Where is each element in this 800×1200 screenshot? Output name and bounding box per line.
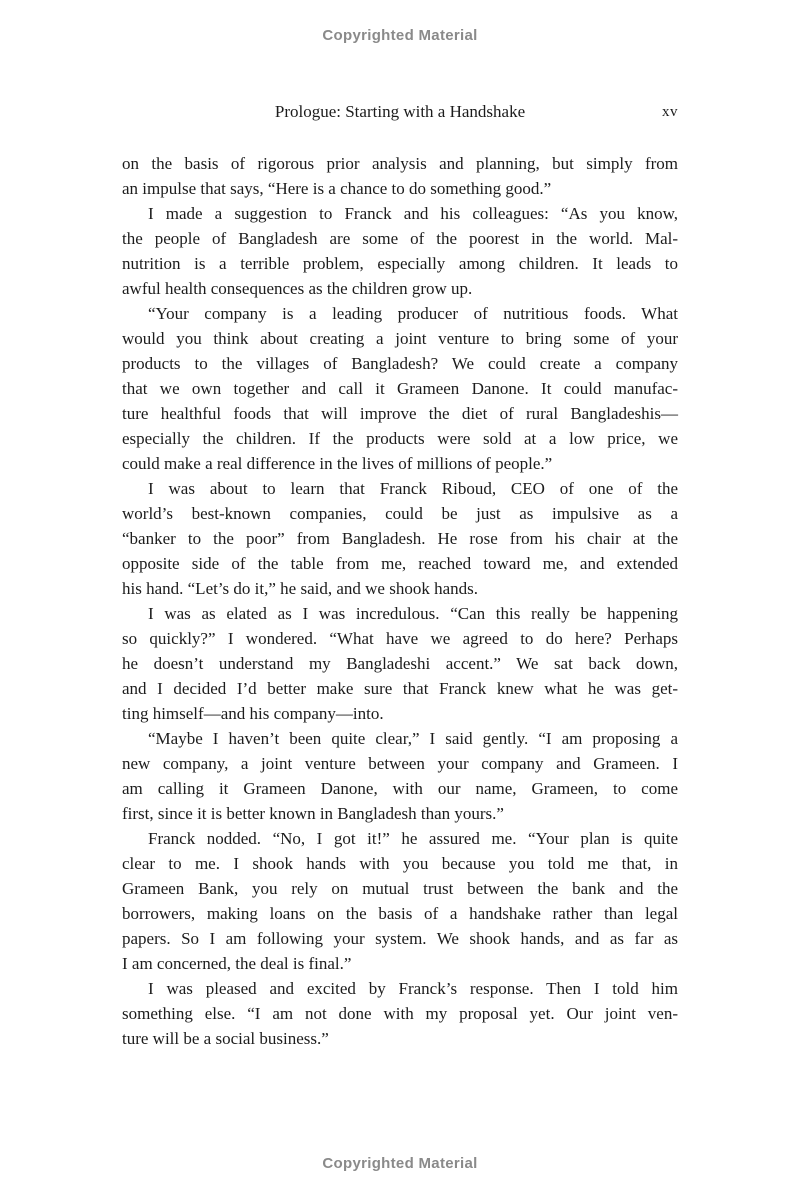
body-text — [122, 151, 678, 1051]
text-line: “banker to the poor” from Bangladesh. He rose from his chair at the — [122, 529, 678, 548]
text-line: and I decided I’d better make sure that Franck knew what he was get- — [122, 679, 678, 698]
text-line: papers. So I am following your system. We shook hands, and as far as — [122, 929, 678, 948]
text-line: first, since it is better known in Bangladesh than yours.” — [122, 804, 504, 823]
text-line: awful health consequences as the children grow up. — [122, 279, 473, 298]
chapter-title: Prologue: Starting with a Handshake — [274, 102, 526, 121]
copyright-watermark-top: Copyrighted Material — [322, 27, 478, 44]
text-line: I was about to learn that Franck Riboud, CEO of one of the — [148, 479, 678, 498]
text-line: would you think about creating a joint venture to bring some of your — [122, 329, 678, 348]
text-line: Franck nodded. “No, I got it!” he assured me. “Your plan is quite — [148, 829, 678, 848]
page-number: xv — [662, 104, 678, 120]
text-line: products to the villages of Bangladesh? We could create a company — [122, 354, 678, 373]
text-line: opposite side of the table from me, reached toward me, and extended — [122, 554, 678, 573]
text-line: I am concerned, the deal is final.” — [122, 954, 352, 973]
text-line: “Your company is a leading producer of nutritious foods. What — [148, 304, 678, 323]
text-line: ture healthful foods that will improve the diet of rural Bangladeshis— — [122, 404, 678, 423]
text-line: so quickly?” I wondered. “What have we agreed to do here? Perhaps — [122, 629, 678, 648]
running-header — [122, 102, 678, 122]
text-line: the people of Bangladesh are some of the poorest in the world. Mal- — [122, 229, 678, 248]
text-line: nutrition is a terrible problem, especially among children. It leads to — [122, 254, 678, 273]
text-line: Grameen Bank, you rely on mutual trust between the bank and the — [122, 879, 678, 898]
copyright-watermark-bottom: Copyrighted Material — [322, 1155, 478, 1172]
text-line: could make a real difference in the lives of millions of people.” — [122, 454, 553, 473]
text-line: something else. “I am not done with my proposal yet. Our joint ven- — [122, 1004, 678, 1023]
text-line: ture will be a social business.” — [122, 1029, 329, 1048]
text-line: world’s best-known companies, could be just as impulsive as a — [122, 504, 678, 523]
text-line: he doesn’t understand my Bangladeshi accent.” We sat back down, — [122, 654, 678, 673]
text-line: especially the children. If the products were sold at a low price, we — [122, 429, 678, 448]
text-line: “Maybe I haven’t been quite clear,” I said gently. “I am proposing a — [148, 729, 678, 748]
text-line: clear to me. I shook hands with you because you told me that, in — [122, 854, 678, 873]
text-line: ting himself—and his company—into. — [122, 704, 384, 723]
text-line: borrowers, making loans on the basis of a handshake rather than legal — [122, 904, 678, 923]
text-line: that we own together and call it Grameen Danone. It could manufac- — [122, 379, 678, 398]
text-line: I was as elated as I was incredulous. “Can this really be happening — [148, 604, 678, 623]
text-line: his hand. “Let’s do it,” he said, and we shook hands. — [122, 579, 478, 598]
text-line: an impulse that says, “Here is a chance to do something good.” — [122, 179, 552, 198]
text-line: I made a suggestion to Franck and his colleagues: “As you know, — [148, 204, 678, 223]
text-line: am calling it Grameen Danone, with our name, Grameen, to come — [122, 779, 678, 798]
text-line: on the basis of rigorous prior analysis and planning, but simply from — [122, 154, 678, 173]
text-line: new company, a joint venture between your company and Grameen. I — [122, 754, 678, 773]
text-line: I was pleased and excited by Franck’s response. Then I told him — [148, 979, 678, 998]
